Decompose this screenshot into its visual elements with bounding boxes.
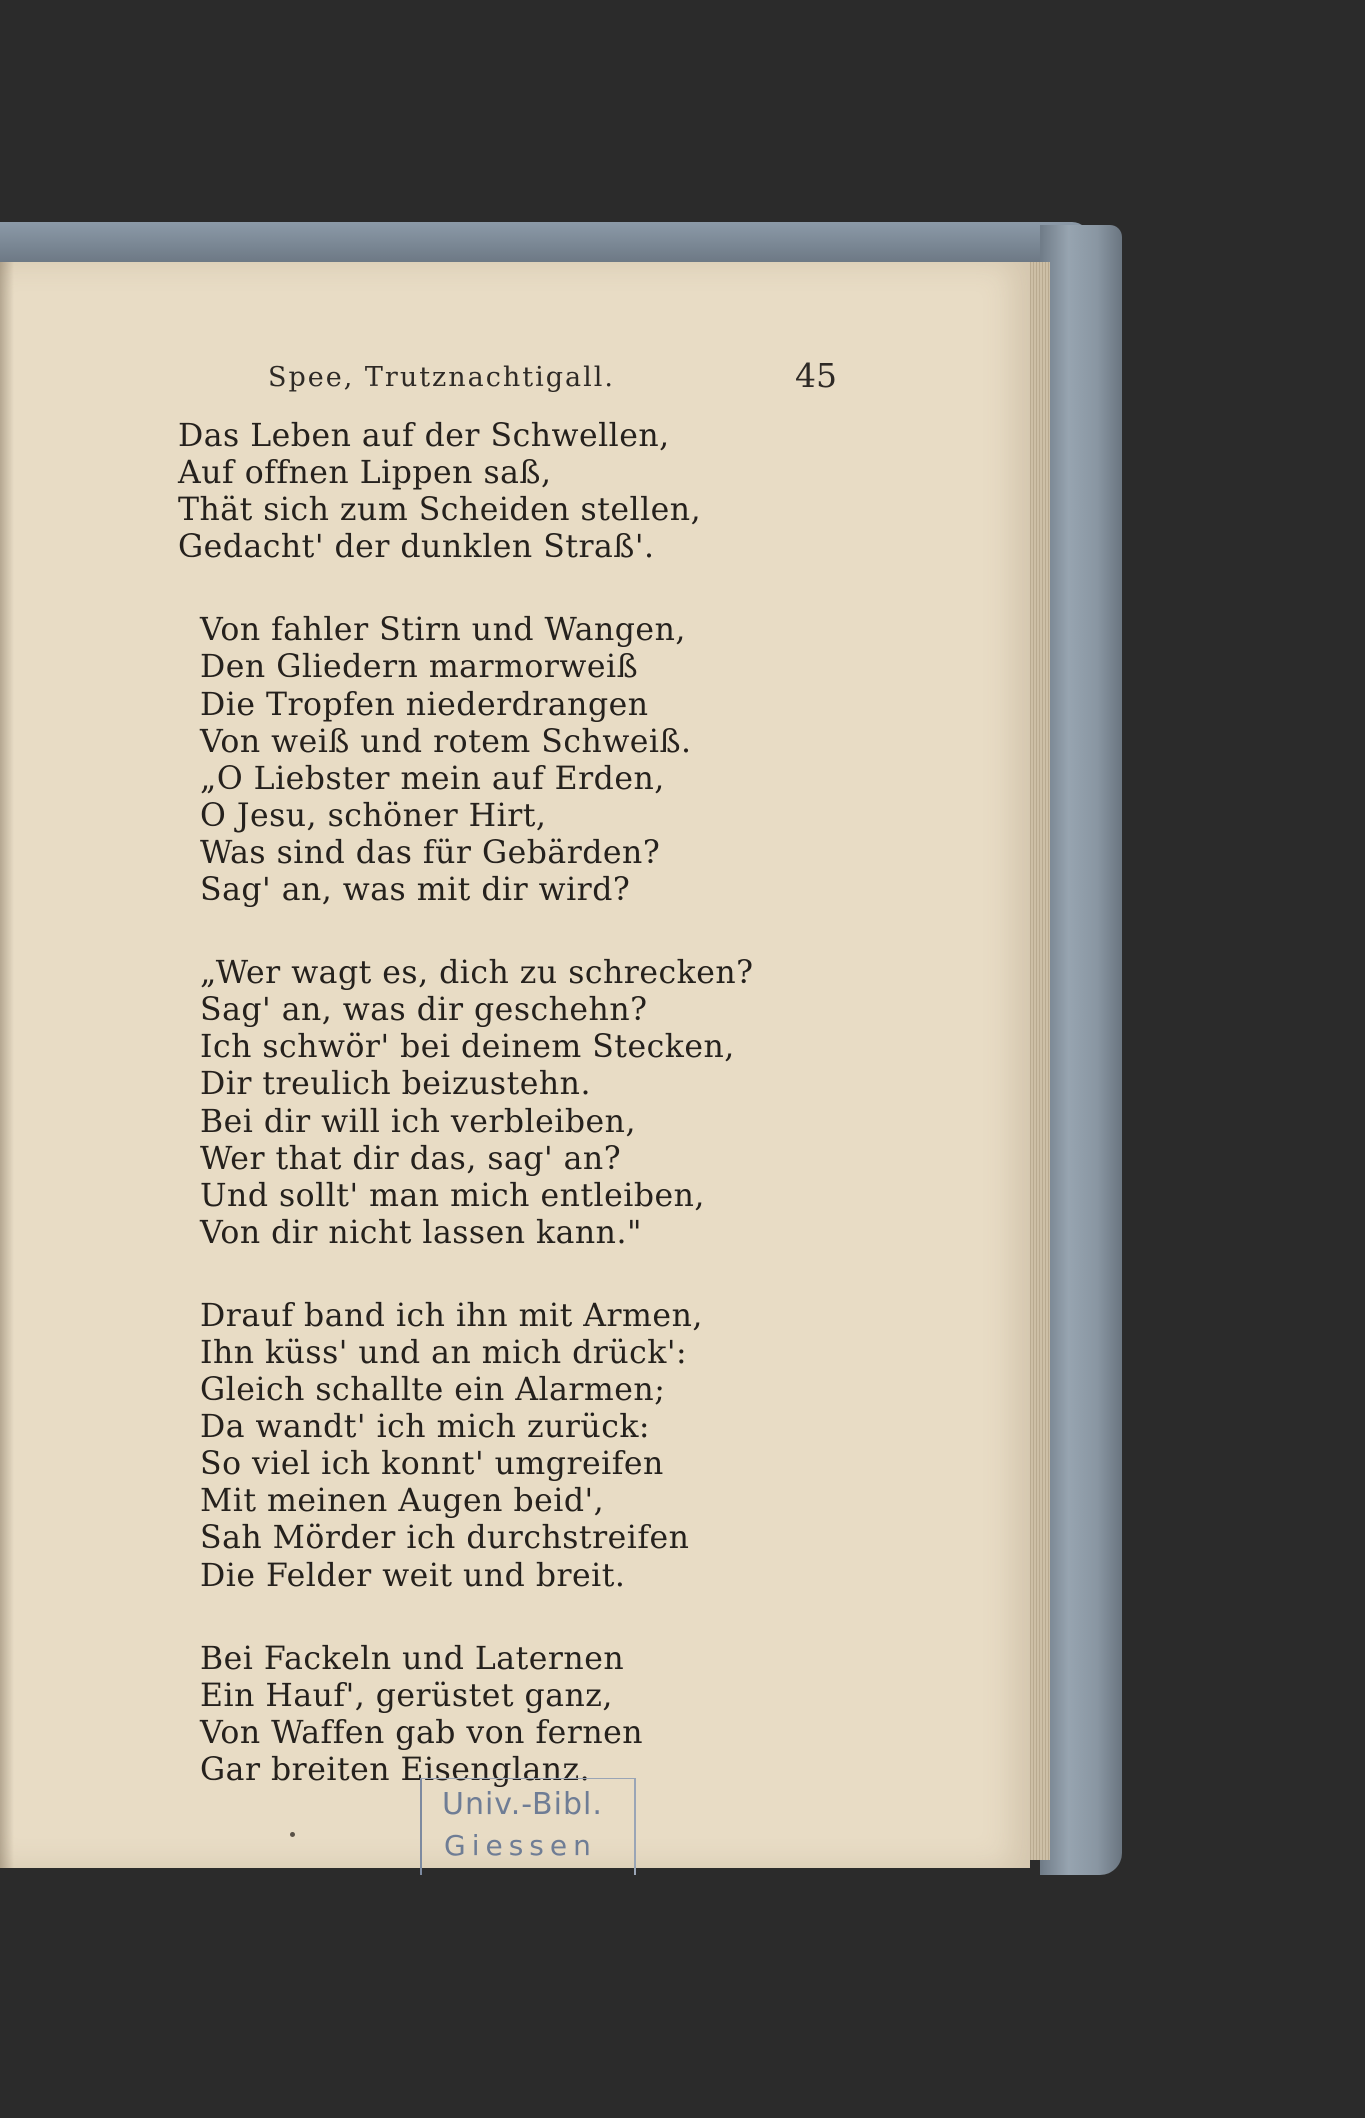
stanza (178, 418, 738, 566)
stanza (178, 1298, 738, 1595)
poem-line: Und sollt' man mich entleiben, (200, 1177, 705, 1214)
stanza (178, 1641, 738, 1789)
library-stamp (420, 1778, 636, 1875)
poem-line: Da wandt' ich mich zurück: (200, 1409, 651, 1446)
poem-line: Drauf band ich ihn mit Armen, (200, 1297, 703, 1334)
poem-line: Die Felder weit und breit. (200, 1557, 626, 1594)
poem-line: Von weiß und rotem Schweiß. (200, 723, 692, 760)
ink-speck (290, 1832, 295, 1837)
poem-line: Die Tropfen niederdrangen (200, 686, 649, 723)
book-cover-spine (1040, 225, 1122, 1875)
stamp-line-2: Giessen (444, 1829, 597, 1862)
book-cover-top-edge (0, 222, 1090, 264)
poem-line: Gleich schallte ein Alarmen; (200, 1372, 666, 1409)
stanza (178, 955, 754, 1252)
poem-line: Thät sich zum Scheiden stellen, (178, 492, 702, 529)
page-number: 45 (795, 356, 837, 395)
poem-line: „O Liebster mein auf Erden, (200, 760, 665, 797)
poem-line: Was sind das für Gebärden? (200, 834, 661, 871)
poem-line: Gar breiten Eisenglanz. (200, 1751, 591, 1788)
poem-line: „Wer wagt es, dich zu schrecken? (200, 955, 754, 992)
poem-line: Bei Fackeln und Laternen (200, 1640, 625, 1677)
poem-line: Von dir nicht lassen kann." (200, 1214, 642, 1251)
poem-line: O Jesu, schöner Hirt, (200, 797, 547, 834)
poem-line: Den Gliedern marmorweiß (200, 649, 639, 686)
page-gutter-shadow (0, 262, 14, 1868)
stanza (178, 612, 738, 909)
poem-line: Von fahler Stirn und Wangen, (200, 612, 686, 649)
poem-line: Wer that dir das, sag' an? (200, 1140, 622, 1177)
poem-line: Sah Mörder ich durchstreifen (200, 1520, 690, 1557)
poem-line: Bei dir will ich verbleiben, (200, 1103, 636, 1140)
poem-line: Gedacht' der dunklen Straß'. (178, 529, 655, 566)
poem-text (178, 418, 754, 1835)
poem-line: Das Leben auf der Schwellen, (178, 418, 670, 454)
poem-line: Sag' an, was mit dir wird? (200, 872, 631, 909)
poem-line: Sag' an, was dir geschehn? (200, 992, 648, 1029)
poem-line: Auf offnen Lippen saß, (178, 455, 552, 492)
poem-line: Mit meinen Augen beid', (200, 1483, 605, 1520)
stamp-line-1: Univ.-Bibl. (442, 1787, 603, 1822)
poem-line: Ein Hauf', gerüstet ganz, (200, 1677, 613, 1714)
poem-line: Ich schwör' bei deinem Stecken, (200, 1029, 735, 1066)
running-head: Spee, Trutznachtigall. (268, 362, 615, 393)
poem-line: Dir treulich beizustehn. (200, 1066, 591, 1103)
poem-line: Ihn küss' und an mich drück': (200, 1334, 688, 1371)
poem-line: Von Waffen gab von fernen (200, 1714, 644, 1751)
page-edges (1028, 262, 1050, 1860)
poem-line: So viel ich konnt' umgreifen (200, 1446, 664, 1483)
